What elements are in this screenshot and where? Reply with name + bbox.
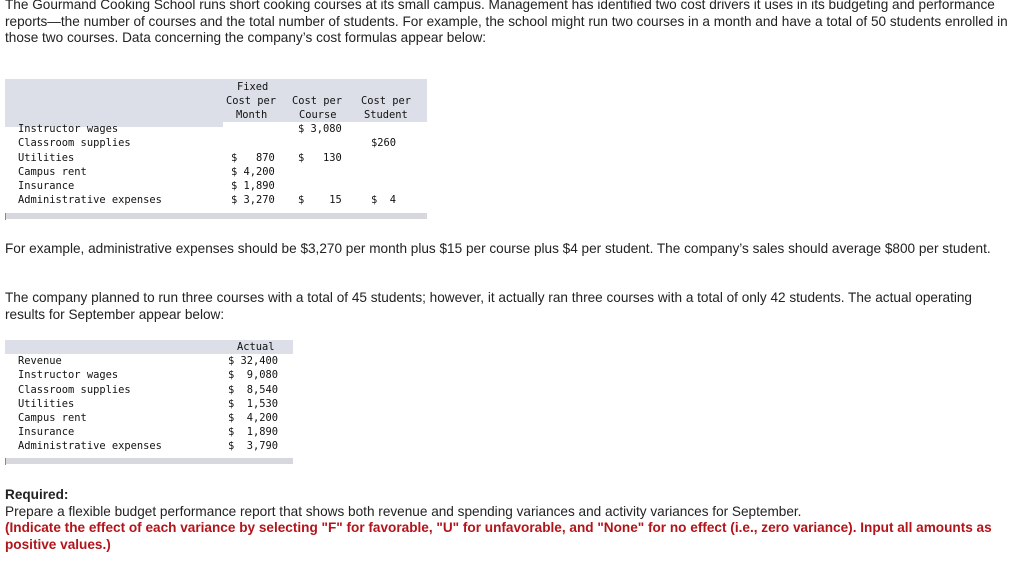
required-section <box>5 487 1015 553</box>
actual-header: Actual <box>237 341 275 353</box>
actual-row-label: Classroom supplies <box>18 384 131 396</box>
example-paragraph: For example, administrative expenses should be $3,270 per month plus $15 per course plus $4 per student. The company’s sales should average $800 per student. <box>5 241 991 256</box>
actual-row-value: $ 32,400 <box>228 355 279 367</box>
header-fixed-line1: Fixed <box>237 81 269 93</box>
header-course-line1: Cost per <box>292 95 343 107</box>
actual-row-label: Campus rent <box>18 412 87 424</box>
cost-table-scrollbar[interactable] <box>5 213 427 219</box>
cost-row-course: $ 3,080 <box>298 123 342 135</box>
required-note: (Indicate the effect of each variance by selecting "F" for favorable, "U" for unfavorable, and "None" for no effect (i.e., zero variance). Input all amounts as positive values.) <box>5 520 992 552</box>
actual-table-scroll-marker <box>5 458 6 465</box>
cost-row-fixed: $ 870 <box>231 152 275 164</box>
cost-row-student: $260 <box>371 137 397 149</box>
cost-row-course: $ 130 <box>298 152 342 164</box>
cost-row-label: Utilities <box>18 152 75 164</box>
header-course-line2: Course <box>299 109 337 121</box>
actual-row-value: $ 8,540 <box>228 384 279 396</box>
actual-row-value: $ 3,790 <box>228 440 279 452</box>
required-instruction: Prepare a flexible budget performance report that shows both revenue and spending variances and activity variances for September. <box>5 503 802 519</box>
actual-table-scrollbar[interactable] <box>5 458 293 464</box>
header-fixed-line3: Month <box>236 109 268 121</box>
actual-row-label: Revenue <box>18 355 62 367</box>
required-heading: Required: <box>5 487 69 502</box>
actual-row-value: $ 4,200 <box>228 412 279 424</box>
cost-formula-table <box>5 79 427 221</box>
header-student-line1: Cost per <box>361 95 412 107</box>
actual-row-value: $ 9,080 <box>228 369 279 381</box>
actual-row-value: $ 1,530 <box>228 398 279 410</box>
actual-row-label: Insurance <box>18 426 75 438</box>
cost-row-student: $ 4 <box>371 194 397 206</box>
cost-row-fixed: $ 3,270 <box>231 194 275 206</box>
cost-row-fixed: $ 4,200 <box>231 166 275 178</box>
cost-row-label: Administrative expenses <box>18 194 162 206</box>
planned-paragraph: The company planned to run three courses with a total of 45 students; however, it actually ran three courses with a total of only 42 students. The actual operating results for September appear below: <box>5 290 972 322</box>
actual-row-label: Utilities <box>18 398 75 410</box>
actual-results-table <box>5 340 293 466</box>
cost-row-label: Insurance <box>18 180 75 192</box>
cost-row-label: Classroom supplies <box>18 137 131 149</box>
actual-row-label: Instructor wages <box>18 369 119 381</box>
cost-row-fixed: $ 1,890 <box>231 180 275 192</box>
cost-row-label: Campus rent <box>18 166 87 178</box>
intro-paragraph: The Gourmand Cooking School runs short cooking courses at its small campus. Management has identified two cost drivers it uses in its budgeting and performance reports—the number of courses and the total number of students. For example, the school might run two courses in a month and have a total of 50 students enrolled in those two courses. Data concerning the company’s cost formulas appear below: <box>5 0 1008 45</box>
cost-table-label-header-bg <box>5 79 223 127</box>
cost-row-label: Instructor wages <box>18 123 119 135</box>
actual-table-label-header-bg <box>5 340 223 354</box>
actual-row-label: Administrative expenses <box>18 440 162 452</box>
header-fixed-line2: Cost per <box>226 95 277 107</box>
header-student-line2: Student <box>364 109 408 121</box>
actual-row-value: $ 1,890 <box>228 426 279 438</box>
cost-table-scroll-marker <box>5 213 6 220</box>
cost-row-course: $ 15 <box>298 194 342 206</box>
